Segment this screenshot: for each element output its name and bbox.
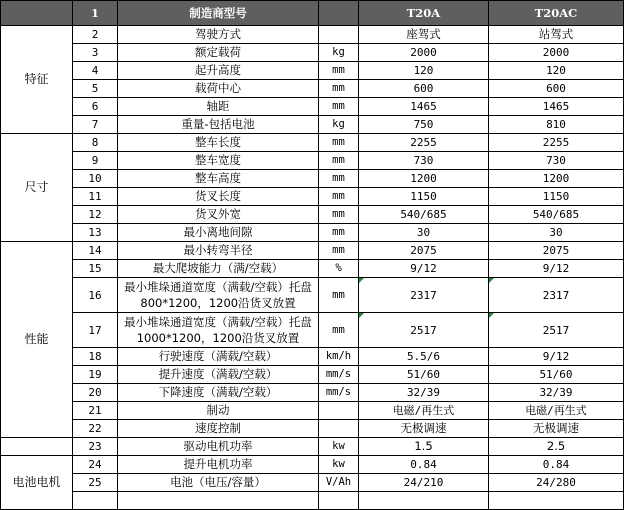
row-unit	[319, 420, 359, 438]
row-value-b: 810	[489, 116, 624, 134]
row-number: 9	[73, 152, 118, 170]
row-number: 24	[73, 456, 118, 474]
row-number: 22	[73, 420, 118, 438]
row-number: 19	[73, 366, 118, 384]
row-name: 整车长度	[118, 134, 319, 152]
row-unit: kg	[319, 44, 359, 62]
row-unit: mm/s	[319, 384, 359, 402]
row-value-b: 30	[489, 224, 624, 242]
row-value-a: 座驾式	[359, 26, 489, 44]
row-value-b: 2517	[489, 313, 624, 348]
row-value-a: 2517	[359, 313, 489, 348]
table-row	[1, 456, 624, 474]
row-number: 13	[73, 224, 118, 242]
header-unit	[319, 1, 359, 26]
row-value-a: 无极调速	[359, 420, 489, 438]
table-row	[1, 492, 624, 510]
row-value-a: 1465	[359, 98, 489, 116]
row-name: 最小转弯半径	[118, 242, 319, 260]
row-value-a: 540/685	[359, 206, 489, 224]
row-name: 电池（电压/容量）	[118, 474, 319, 492]
table-row	[1, 348, 624, 366]
row-value-a: 600	[359, 80, 489, 98]
row-value-b: 51/60	[489, 366, 624, 384]
table-row	[1, 152, 624, 170]
group-features: 特征	[1, 26, 73, 134]
row-number: 7	[73, 116, 118, 134]
row-name: 最大爬坡能力（满/空载）	[118, 260, 319, 278]
table-row	[1, 242, 624, 260]
row-name: 提升速度（满载/空载）	[118, 366, 319, 384]
row-unit: mm	[319, 98, 359, 116]
row-name: 重量-包括电池	[118, 116, 319, 134]
row-unit: mm	[319, 242, 359, 260]
row-name: 货叉长度	[118, 188, 319, 206]
row-name: 驾驶方式	[118, 26, 319, 44]
row-value-a: 750	[359, 116, 489, 134]
row-value-b: 24/280	[489, 474, 624, 492]
row-value-b: 1465	[489, 98, 624, 116]
header-name: 制造商型号	[118, 1, 319, 26]
row-number: 10	[73, 170, 118, 188]
table-row	[1, 402, 624, 420]
row-value-b: 120	[489, 62, 624, 80]
row-number	[73, 492, 118, 510]
row-number: 17	[73, 313, 118, 348]
row-value-b: 站驾式	[489, 26, 624, 44]
row-number: 20	[73, 384, 118, 402]
row-value-a: 电磁/再生式	[359, 402, 489, 420]
table-row	[1, 98, 624, 116]
row-number: 11	[73, 188, 118, 206]
group-battery-motor: 电池电机	[1, 456, 73, 510]
row-number: 6	[73, 98, 118, 116]
row-value-b: 9/12	[489, 260, 624, 278]
row-name: 下降速度（满载/空载）	[118, 384, 319, 402]
row-value-a: 1.5	[359, 438, 489, 456]
row-value-b: 2075	[489, 242, 624, 260]
row-name: 最小堆垛通道宽度（满载/空载）托盘1000*1200，1200沿货叉放置	[118, 313, 319, 348]
row-unit: mm	[319, 206, 359, 224]
row-unit: V/Ah	[319, 474, 359, 492]
table-row	[1, 188, 624, 206]
row-value-b: 2000	[489, 44, 624, 62]
row-value-b	[489, 492, 624, 510]
row-value-b: 1150	[489, 188, 624, 206]
row-name: 最小堆垛通道宽度（满载/空载）托盘800*1200，1200沿货叉放置	[118, 278, 319, 313]
row-name: 轴距	[118, 98, 319, 116]
row-name: 制动	[118, 402, 319, 420]
row-name: 提升电机功率	[118, 456, 319, 474]
row-unit	[319, 26, 359, 44]
row-unit: mm	[319, 313, 359, 348]
row-name: 货叉外宽	[118, 206, 319, 224]
header-model-b: T20AC	[489, 1, 624, 26]
row-value-a: 32/39	[359, 384, 489, 402]
row-value-a: 730	[359, 152, 489, 170]
row-value-b: 32/39	[489, 384, 624, 402]
row-unit: km/h	[319, 348, 359, 366]
row-unit	[319, 492, 359, 510]
row-number: 4	[73, 62, 118, 80]
row-value-a: 30	[359, 224, 489, 242]
row-value-b: 730	[489, 152, 624, 170]
row-unit: kw	[319, 456, 359, 474]
row-unit: mm	[319, 170, 359, 188]
row-number: 5	[73, 80, 118, 98]
row-number: 21	[73, 402, 118, 420]
row-value-a: 5.5/6	[359, 348, 489, 366]
row-name: 速度控制	[118, 420, 319, 438]
row-name: 整车高度	[118, 170, 319, 188]
row-value-b: 2317	[489, 278, 624, 313]
row-number: 2	[73, 26, 118, 44]
table-row	[1, 170, 624, 188]
row-value-a: 1200	[359, 170, 489, 188]
group-dimensions: 尺寸	[1, 134, 73, 242]
row-unit: mm	[319, 188, 359, 206]
table-row	[1, 134, 624, 152]
table-row	[1, 420, 624, 438]
table-row	[1, 224, 624, 242]
table-row	[1, 278, 624, 313]
row-number: 3	[73, 44, 118, 62]
row-value-a: 0.84	[359, 456, 489, 474]
row-value-b: 600	[489, 80, 624, 98]
row-number: 14	[73, 242, 118, 260]
table-row	[1, 474, 624, 492]
row-unit: mm	[319, 80, 359, 98]
row-value-b: 2255	[489, 134, 624, 152]
row-name: 行驶速度（满载/空载）	[118, 348, 319, 366]
table-row	[1, 44, 624, 62]
row-number: 16	[73, 278, 118, 313]
row-value-b: 0.84	[489, 456, 624, 474]
row-value-a: 51/60	[359, 366, 489, 384]
row-value-b: 无极调速	[489, 420, 624, 438]
row-number: 8	[73, 134, 118, 152]
table-row	[1, 438, 624, 456]
table-row	[1, 260, 624, 278]
row-unit: mm	[319, 152, 359, 170]
row-value-a: 1150	[359, 188, 489, 206]
row-unit: kg	[319, 116, 359, 134]
row-name: 起升高度	[118, 62, 319, 80]
row-number: 25	[73, 474, 118, 492]
row-value-a: 9/12	[359, 260, 489, 278]
row-value-a: 24/210	[359, 474, 489, 492]
row-value-b: 电磁/再生式	[489, 402, 624, 420]
row-number: 23	[73, 438, 118, 456]
row-number: 18	[73, 348, 118, 366]
header-model-a: T20A	[359, 1, 489, 26]
row-unit: mm/s	[319, 366, 359, 384]
row-value-a: 2317	[359, 278, 489, 313]
table-row	[1, 366, 624, 384]
row-value-b: 9/12	[489, 348, 624, 366]
row-name: 额定载荷	[118, 44, 319, 62]
group-performance: 性能	[1, 242, 73, 438]
row-value-a	[359, 492, 489, 510]
row-name: 整车宽度	[118, 152, 319, 170]
row-unit: mm	[319, 62, 359, 80]
header-number: 1	[73, 1, 118, 26]
table-header-row	[1, 1, 624, 26]
row-number: 12	[73, 206, 118, 224]
table-row	[1, 384, 624, 402]
table-row	[1, 116, 624, 134]
row-unit: mm	[319, 134, 359, 152]
row-unit: mm	[319, 278, 359, 313]
row-value-b: 540/685	[489, 206, 624, 224]
row-value-a: 2000	[359, 44, 489, 62]
row-unit: %	[319, 260, 359, 278]
table-row	[1, 62, 624, 80]
header-group-cell	[1, 1, 73, 26]
row-value-b: 1200	[489, 170, 624, 188]
row-name: 驱动电机功率	[118, 438, 319, 456]
row-name	[118, 492, 319, 510]
row-name: 载荷中心	[118, 80, 319, 98]
table-row	[1, 80, 624, 98]
row-unit: kw	[319, 438, 359, 456]
row-value-b: 2.5	[489, 438, 624, 456]
row-value-a: 2255	[359, 134, 489, 152]
row-value-a: 120	[359, 62, 489, 80]
group-empty-cell	[1, 438, 73, 456]
table-row	[1, 206, 624, 224]
row-value-a: 2075	[359, 242, 489, 260]
row-unit: mm	[319, 224, 359, 242]
table-row	[1, 313, 624, 348]
row-number: 15	[73, 260, 118, 278]
row-name: 最小离地间隙	[118, 224, 319, 242]
table-row	[1, 26, 624, 44]
row-unit	[319, 402, 359, 420]
